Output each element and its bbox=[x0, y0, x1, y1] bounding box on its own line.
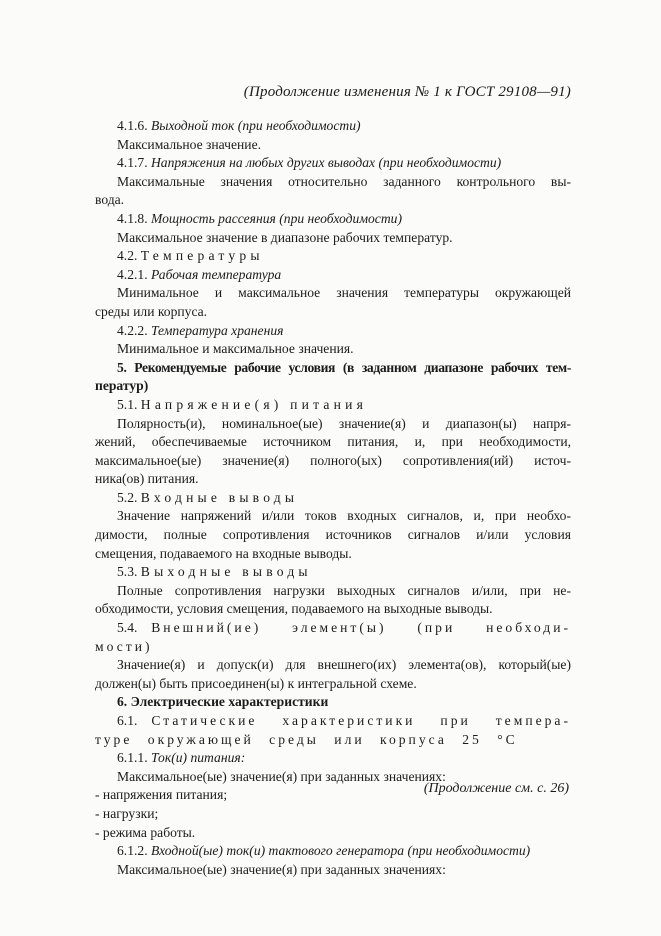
paragraph: Полярность(и), номинальное(ые) значение(я) и диапазон(ы) напря- bbox=[117, 415, 571, 431]
item-5-4: 5.4. Внешний(ие) элемент(ы) (при необходи- bbox=[117, 620, 571, 636]
paragraph: среды или корпуса. bbox=[95, 303, 208, 319]
paragraph: вода. bbox=[95, 192, 125, 208]
item-5-4-cont: мости) bbox=[95, 638, 153, 654]
paragraph: Максимальное значение в диапазоне рабочих температур. bbox=[117, 229, 453, 245]
paragraph: смещения, подаваемого на входные выводы. bbox=[95, 545, 352, 561]
item-6-1: 6.1. Статические характеристики при темпера- bbox=[117, 713, 571, 728]
paragraph: жений, обеспечиваемые источником питания, и, при необходимости, bbox=[95, 434, 571, 450]
item-5-3: 5.3. Выходные выводы bbox=[117, 564, 312, 580]
item-4-1-6: 4.1.6. Выходной ток (при необходимости) bbox=[117, 118, 361, 133]
paragraph: максимальное(ые) значение(я) полного(ых) сопротивления(ий) источ- bbox=[95, 452, 571, 468]
paragraph: Минимальное и максимальное значения температуры окружающей bbox=[117, 285, 571, 301]
item-6-1-2: 6.1.2. Входной(ые) ток(и) тактового генератора (при необходимости) bbox=[117, 843, 531, 859]
paragraph: Значение(я) и допуск(и) для внешнего(их) элемента(ов), который(ые) bbox=[117, 657, 571, 673]
paragraph: димости, полные сопротивления источников сигналов и/или условия bbox=[95, 527, 571, 543]
item-4-2-2: 4.2.2. Температура хранения bbox=[117, 322, 284, 338]
item-6-1-cont: туре окружающей среды или корпуса 25 °C bbox=[95, 731, 518, 747]
section-5-heading: 5. Рекомендуемые рабочие условия (в заданном диапазоне рабочих тем- bbox=[117, 359, 571, 375]
paragraph: должен(ы) быть присоединен(ы) к интегральной схеме. bbox=[95, 675, 417, 691]
item-4-2-1: 4.2.1. Рабочая температура bbox=[117, 266, 282, 282]
paragraph: ника(ов) питания. bbox=[95, 471, 199, 487]
paragraph: Полные сопротивления нагрузки выходных сигналов и/или, при не- bbox=[117, 582, 571, 598]
item-6-1-1: 6.1.1. Ток(и) питания: bbox=[117, 750, 246, 766]
item-5-1: 5.1. Напряжение(я) питания bbox=[117, 396, 368, 412]
paragraph: Максимальное значение. bbox=[117, 136, 261, 152]
list-item: - режима работы. bbox=[95, 824, 196, 840]
paragraph: Значение напряжений и/или токов входных сигналов, и, при необхо- bbox=[117, 508, 571, 524]
item-4-1-7: 4.1.7. Напряжения на любых других выводах (при необходимости) bbox=[117, 155, 502, 171]
paragraph: обходимости, условия смещения, подаваемого на выходные выводы. bbox=[95, 601, 493, 617]
list-item: - нагрузки; bbox=[95, 805, 159, 821]
paragraph: Максимальное(ые) значение(я) при заданных значениях: bbox=[117, 861, 446, 877]
continuation-footer: (Продолжение см. с. 26) bbox=[423, 781, 569, 796]
section-6-heading: 6. Электрические характеристики bbox=[117, 694, 329, 710]
item-5-2: 5.2. Входные выводы bbox=[117, 489, 299, 505]
section-5-heading-cont: ператур) bbox=[95, 378, 149, 394]
item-4-1-8: 4.1.8. Мощность рассеяния (при необходимости) bbox=[117, 210, 402, 226]
paragraph: Максимальное(ые) значение(я) при заданных значениях: bbox=[117, 768, 446, 784]
item-4-2: 4.2. Температуры bbox=[117, 248, 264, 264]
list-item: - напряжения питания; bbox=[95, 787, 228, 803]
continuation-header: (Продолжение изменения № 1 к ГОСТ 29108—91) bbox=[243, 84, 571, 100]
paragraph: Максимальные значения относительно заданного контрольного вы- bbox=[117, 173, 571, 189]
paragraph: Минимальное и максимальное значения. bbox=[117, 341, 354, 357]
document-body bbox=[95, 117, 571, 879]
